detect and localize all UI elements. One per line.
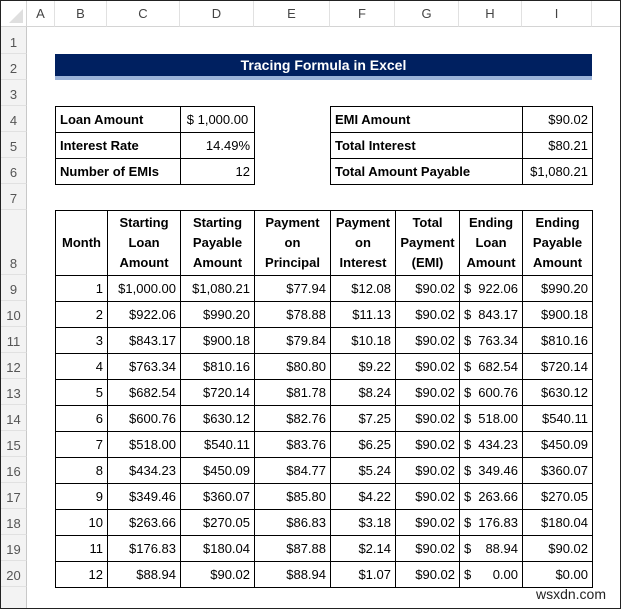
amount: 176.83 (478, 515, 518, 530)
table-cell[interactable]: 10 (56, 510, 108, 536)
value-cell[interactable]: $ 1,000.00 (181, 107, 255, 133)
heading-line: Starting (119, 215, 169, 230)
table-cell[interactable]: $1,000.00 (108, 276, 181, 302)
row-header-17[interactable]: 17 (1, 483, 27, 509)
table-cell[interactable]: $83.76 (255, 432, 331, 458)
table-cell[interactable]: $630.12 (523, 380, 593, 406)
column-header-a[interactable]: A (27, 1, 55, 27)
value-cell[interactable]: $90.02 (523, 107, 593, 133)
amortization-table (55, 210, 593, 588)
table-cell[interactable]: $86.83 (255, 510, 331, 536)
column-heading[interactable] (56, 211, 108, 276)
currency-symbol: $ (464, 437, 472, 452)
table-cell[interactable]: $90.02 (396, 484, 460, 510)
table-row (56, 302, 593, 328)
accounting-value (464, 385, 518, 400)
table-cell[interactable]: $0.00 (523, 562, 593, 588)
table-cell[interactable]: $180.04 (523, 510, 593, 536)
row-header-7[interactable]: 7 (1, 184, 27, 210)
summary-row (331, 107, 593, 133)
row-header-15[interactable]: 15 (1, 431, 27, 457)
heading-line: on (355, 235, 371, 250)
row-header-blank (1, 587, 27, 609)
column-heading[interactable] (255, 211, 331, 276)
amount: 682.54 (478, 359, 518, 374)
table-cell[interactable]: $360.07 (523, 458, 593, 484)
currency-symbol: $ (464, 567, 472, 582)
header-row (56, 211, 593, 276)
table-row (56, 328, 593, 354)
column-header-h[interactable]: H (459, 1, 522, 27)
row-header-19[interactable]: 19 (1, 535, 27, 561)
table-cell[interactable]: $434.23 (108, 458, 181, 484)
table-cell[interactable]: $349.46 (108, 484, 181, 510)
row-header-8[interactable]: 8 (1, 210, 27, 275)
currency-symbol: $ (464, 489, 472, 504)
table-cell[interactable]: $90.02 (396, 380, 460, 406)
summary-row (331, 133, 593, 159)
row-header-2[interactable]: 2 (1, 54, 27, 80)
table-cell[interactable]: $90.02 (396, 562, 460, 588)
table-cell[interactable]: $85.80 (255, 484, 331, 510)
label-cell[interactable]: EMI Amount (331, 107, 523, 133)
table-cell[interactable]: $180.04 (181, 536, 255, 562)
heading-line: Amount (532, 255, 583, 270)
table-cell[interactable]: $80.80 (255, 354, 331, 380)
table-cell[interactable]: $84.77 (255, 458, 331, 484)
amount: 434.23 (478, 437, 518, 452)
inputs-row (56, 107, 255, 133)
heading-line: Interest (339, 255, 387, 270)
table-cell[interactable]: $6.25 (331, 432, 396, 458)
row-header-11[interactable]: 11 (1, 327, 27, 353)
table-cell[interactable]: $79.84 (255, 328, 331, 354)
table-cell[interactable]: $9.22 (331, 354, 396, 380)
table-cell[interactable]: $90.02 (396, 510, 460, 536)
value-cell[interactable]: 14.49% (181, 133, 255, 159)
column-header-e[interactable]: E (254, 1, 330, 27)
row-header-10[interactable]: 10 (1, 301, 27, 327)
row-header-20[interactable]: 20 (1, 561, 27, 587)
table-cell[interactable]: $90.02 (396, 458, 460, 484)
heading-line: Loan (475, 235, 507, 250)
table-cell[interactable]: $90.02 (396, 354, 460, 380)
table-cell[interactable]: $90.02 (396, 536, 460, 562)
table-cell[interactable]: $77.94 (255, 276, 331, 302)
table-cell[interactable]: $10.18 (331, 328, 396, 354)
amount: 763.34 (478, 333, 518, 348)
table-row (56, 406, 593, 432)
table-cell[interactable]: $2.14 (331, 536, 396, 562)
table-cell[interactable] (460, 510, 523, 536)
table-cell[interactable] (460, 484, 523, 510)
table-cell[interactable]: $90.02 (396, 328, 460, 354)
table-cell[interactable]: $88.94 (255, 562, 331, 588)
currency-symbol: $ (464, 515, 472, 530)
table-cell[interactable]: 2 (56, 302, 108, 328)
table-cell[interactable]: $720.14 (523, 354, 593, 380)
table-row (56, 432, 593, 458)
table-cell[interactable]: $900.18 (181, 328, 255, 354)
table-row (56, 354, 593, 380)
accounting-value (464, 411, 518, 426)
accounting-value (464, 567, 518, 582)
currency-symbol: $ (464, 359, 472, 374)
table-cell[interactable]: 5 (56, 380, 108, 406)
row-header-12[interactable]: 12 (1, 353, 27, 379)
accounting-value (464, 463, 518, 478)
row-header-6[interactable]: 6 (1, 158, 27, 184)
column-heading[interactable] (108, 211, 181, 276)
accounting-value (464, 541, 518, 556)
label-cell[interactable]: Loan Amount (56, 107, 181, 133)
currency-symbol: $ (464, 411, 472, 426)
heading-line: Loan (128, 235, 160, 250)
table-cell[interactable]: $843.17 (108, 328, 181, 354)
table-cell[interactable] (460, 458, 523, 484)
table-cell[interactable]: $90.02 (396, 276, 460, 302)
table-cell[interactable]: $1,080.21 (181, 276, 255, 302)
table-cell[interactable]: 6 (56, 406, 108, 432)
heading-line: Starting (192, 215, 243, 230)
amount: 922.06 (478, 281, 518, 296)
table-cell[interactable]: $518.00 (108, 432, 181, 458)
table-cell[interactable]: $176.83 (108, 536, 181, 562)
currency-symbol: $ (464, 541, 472, 556)
loan-summary-table (330, 106, 593, 185)
table-cell[interactable]: $720.14 (181, 380, 255, 406)
table-cell[interactable]: $4.22 (331, 484, 396, 510)
table-cell[interactable]: $810.16 (181, 354, 255, 380)
heading-line: Payment (335, 215, 391, 230)
column-header-i[interactable]: I (522, 1, 592, 27)
table-cell[interactable]: $87.88 (255, 536, 331, 562)
accounting-value (464, 437, 518, 452)
value-cell[interactable]: 12 (181, 159, 255, 185)
accounting-value (464, 489, 518, 504)
heading-line: (EMI) (411, 255, 444, 270)
row-header-13[interactable]: 13 (1, 379, 27, 405)
table-cell[interactable]: 9 (56, 484, 108, 510)
inputs-row (56, 159, 255, 185)
table-cell[interactable]: $682.54 (108, 380, 181, 406)
table-cell[interactable]: $90.02 (396, 432, 460, 458)
table-row (56, 484, 593, 510)
currency-symbol: $ (464, 333, 472, 348)
heading-line: on (284, 235, 301, 250)
heading-line: Ending (535, 215, 580, 230)
table-cell[interactable] (460, 302, 523, 328)
table-cell[interactable]: $360.07 (181, 484, 255, 510)
heading-line: Amount (466, 255, 516, 270)
heading-line: Month (62, 235, 101, 250)
row-header-1[interactable]: 1 (1, 27, 27, 54)
table-cell[interactable]: $270.05 (523, 484, 593, 510)
currency-symbol: $ (464, 385, 472, 400)
table-row (56, 510, 593, 536)
row-header-5[interactable]: 5 (1, 132, 27, 158)
column-heading[interactable] (523, 211, 593, 276)
table-cell[interactable]: $11.13 (331, 302, 396, 328)
column-heading[interactable] (460, 211, 523, 276)
table-cell[interactable] (460, 406, 523, 432)
table-cell[interactable]: $540.11 (523, 406, 593, 432)
column-header-f[interactable]: F (330, 1, 395, 27)
amount: 263.66 (478, 489, 518, 504)
table-cell[interactable]: $90.02 (396, 406, 460, 432)
table-row (56, 536, 593, 562)
accounting-value (464, 333, 518, 348)
table-cell[interactable]: $78.88 (255, 302, 331, 328)
accounting-value (464, 307, 518, 322)
table-cell[interactable]: $990.20 (523, 276, 593, 302)
label-cell[interactable]: Total Interest (331, 133, 523, 159)
table-cell[interactable]: 11 (56, 536, 108, 562)
currency-symbol: $ (464, 281, 472, 296)
table-cell[interactable] (460, 562, 523, 588)
value-cell[interactable]: $80.21 (523, 133, 593, 159)
heading-line: Payable (532, 235, 583, 250)
currency-symbol: $ (464, 463, 472, 478)
column-heading[interactable] (181, 211, 255, 276)
currency-symbol: $ (464, 307, 472, 322)
amount: 0.00 (492, 567, 518, 582)
label-cell[interactable]: Interest Rate (56, 133, 181, 159)
table-cell[interactable]: $270.05 (181, 510, 255, 536)
table-cell[interactable]: $5.24 (331, 458, 396, 484)
table-cell[interactable]: $263.66 (108, 510, 181, 536)
row-header-3[interactable]: 3 (1, 80, 27, 106)
table-row (56, 380, 593, 406)
table-cell[interactable]: $8.24 (331, 380, 396, 406)
inputs-row (56, 133, 255, 159)
table-cell[interactable]: 3 (56, 328, 108, 354)
table-cell[interactable]: $540.11 (181, 432, 255, 458)
table-cell[interactable]: 1 (56, 276, 108, 302)
table-row (56, 562, 593, 588)
table-cell[interactable]: $990.20 (181, 302, 255, 328)
table-cell[interactable] (460, 276, 523, 302)
table-cell[interactable]: $450.09 (181, 458, 255, 484)
heading-line: Total (412, 215, 443, 230)
table-cell[interactable]: $90.02 (181, 562, 255, 588)
row-header-14[interactable]: 14 (1, 405, 27, 431)
table-cell[interactable] (460, 380, 523, 406)
select-all-corner[interactable] (1, 1, 27, 27)
table-cell[interactable]: $82.76 (255, 406, 331, 432)
table-row (56, 458, 593, 484)
accounting-value (464, 281, 518, 296)
table-cell[interactable]: $12.08 (331, 276, 396, 302)
table-cell[interactable]: $922.06 (108, 302, 181, 328)
watermark: wsxdn.com (535, 586, 606, 602)
table-cell[interactable]: $3.18 (331, 510, 396, 536)
table-cell[interactable]: $90.02 (523, 536, 593, 562)
table-cell[interactable] (460, 328, 523, 354)
heading-line: Payable (192, 235, 243, 250)
column-header-blank (592, 1, 621, 27)
column-heading[interactable] (396, 211, 460, 276)
column-heading[interactable] (331, 211, 396, 276)
heading-line: Ending (468, 215, 514, 230)
heading-line: Payment (265, 215, 320, 230)
table-cell[interactable]: $1.07 (331, 562, 396, 588)
table-cell[interactable]: $810.16 (523, 328, 593, 354)
table-cell[interactable]: 4 (56, 354, 108, 380)
amount: 518.00 (478, 411, 518, 426)
heading-line: Amount (119, 255, 169, 270)
table-cell[interactable]: 12 (56, 562, 108, 588)
column-header-b[interactable]: B (55, 1, 107, 27)
row-header-4[interactable]: 4 (1, 106, 27, 132)
row-header-18[interactable]: 18 (1, 509, 27, 535)
amount: 88.94 (485, 541, 518, 556)
row-header-16[interactable]: 16 (1, 457, 27, 483)
table-cell[interactable] (460, 354, 523, 380)
column-header-c[interactable]: C (107, 1, 180, 27)
table-cell[interactable]: $81.78 (255, 380, 331, 406)
amount: 843.17 (478, 307, 518, 322)
sheet-title: Tracing Formula in Excel (55, 54, 592, 80)
table-cell[interactable]: $88.94 (108, 562, 181, 588)
heading-line: Payment (400, 235, 455, 250)
heading-line: Principal (265, 255, 320, 270)
accounting-value (464, 359, 518, 374)
table-cell[interactable]: $630.12 (181, 406, 255, 432)
table-cell[interactable] (460, 432, 523, 458)
label-cell[interactable]: Total Amount Payable (331, 159, 523, 185)
accounting-value (464, 515, 518, 530)
summary-row (331, 159, 593, 185)
table-cell[interactable]: $450.09 (523, 432, 593, 458)
table-cell[interactable]: 7 (56, 432, 108, 458)
value-cell[interactable]: $1,080.21 (523, 159, 593, 185)
table-cell[interactable]: 8 (56, 458, 108, 484)
table-cell[interactable]: $900.18 (523, 302, 593, 328)
label-cell[interactable]: Number of EMIs (56, 159, 181, 185)
table-cell[interactable]: $600.76 (108, 406, 181, 432)
column-header-d[interactable]: D (180, 1, 254, 27)
table-cell[interactable]: $763.34 (108, 354, 181, 380)
table-cell[interactable] (460, 536, 523, 562)
table-cell[interactable]: $7.25 (331, 406, 396, 432)
amount: 600.76 (478, 385, 518, 400)
row-header-9[interactable]: 9 (1, 275, 27, 301)
amount: 349.46 (478, 463, 518, 478)
table-cell[interactable]: $90.02 (396, 302, 460, 328)
loan-inputs-table (55, 106, 255, 185)
heading-line: Amount (192, 255, 243, 270)
column-header-g[interactable]: G (395, 1, 459, 27)
table-row (56, 276, 593, 302)
